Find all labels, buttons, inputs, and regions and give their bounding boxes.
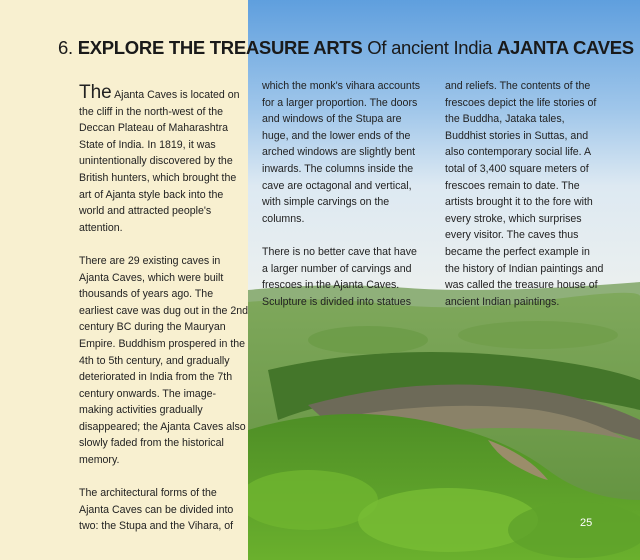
- text-column-3: [445, 78, 605, 310]
- text-column-2: [262, 78, 422, 310]
- col1-paragraph-3: The architectural forms of the Ajanta Caves can be divided into two: the Stupa and the Vihara, of: [79, 487, 234, 533]
- heading-bold-place: AJANTA CAVES: [496, 37, 634, 58]
- col1-paragraph-2: There are 29 existing caves in Ajanta Caves, which were built thousands of years ago. The earliest cave was dug out in the 2nd century BC during the Mauryan Empire. Buddhism prospered in the 4th to 5th century, and gradually deteriorated in India from the 7th century onwards. The image-making activities gradually disappeared; the Ajanta Caves also slowly faded from the historical memory.: [79, 254, 249, 467]
- col1-paragraph-1-text: Ajanta Caves is located on the cliff in the north-west of the Deccan Plateau of Maharashtra State of India. In 1819, it was unintentionally discovered by the British hunters, which brought the art of Ajanta style back into the world and attracted people's attention.: [79, 89, 240, 234]
- heading-number: 6.: [58, 37, 73, 58]
- col2-paragraph-2: There is no better cave that have a larger number of carvings and frescoes in the Ajanta Caves. Sculpture is divided into statues: [262, 245, 417, 308]
- section-heading: [58, 37, 634, 59]
- heading-bold-title: EXPLORE THE TREASURE ARTS: [77, 37, 363, 58]
- col1-paragraph-1: [79, 82, 249, 236]
- col2-paragraph-1: which the monk's vihara accounts for a larger proportion. The doors and windows of the Stupa are huge, and the lower ends of the arched windows are slightly bent inwards. The columns inside the cave are octagonal and vertical, with simple carvings on the columns.: [262, 80, 421, 225]
- text-column-1: [79, 82, 249, 535]
- drop-word: The: [79, 82, 112, 103]
- col3-paragraph-1: and reliefs. The contents of the frescoes depict the life stories of the Buddha, Jataka tales, Buddhist stories in Suttas, and also contemporary social life. A total of 3,400 square meters of frescoes remain to date. The artists brought it to the fore with every stroke, which surprises every visitor. The caves thus became the perfect example in the history of Indian paintings and was called the treasure house of ancient Indian paintings.: [445, 80, 604, 308]
- heading-subtitle: Of ancient India: [367, 37, 493, 58]
- page-number: 25: [580, 517, 593, 529]
